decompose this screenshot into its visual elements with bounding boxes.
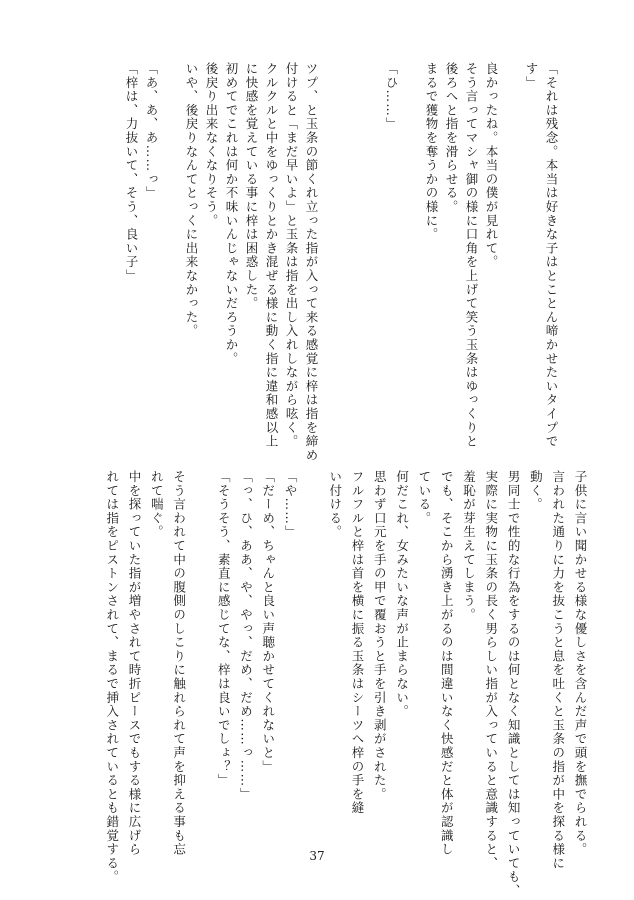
- text-column: 後戻り出来なくなりそう。: [204, 62, 219, 228]
- text-column: 「ひ……」: [384, 62, 399, 131]
- text-column: フルフルと梓は首を横に振る玉条はシーツへ梓の手を縫: [350, 470, 365, 815]
- text-column: 何だこれ、女みたいな声が止まらない。: [394, 470, 410, 719]
- text-column: に快感を覚えている事に梓は困惑した。: [244, 62, 259, 311]
- text-column: 子供に言い聞かせる様な優しさを含んだ声で頭を撫でられる。: [573, 470, 588, 857]
- text-column: 言われた通りに力を抜こうと息を吐くと玉条の指が中を探る様に: [550, 470, 566, 871]
- text-column: 羞恥が芽生えてしまう。: [461, 470, 477, 622]
- text-column: 後ろへと指を滑らせる。: [444, 62, 459, 214]
- text-column: い付ける。: [327, 470, 343, 539]
- top-text-block: [119, 62, 559, 463]
- text-column: 良かったね。本当の僕が見れて。: [484, 62, 499, 269]
- text-column: そう言ってマシャ御の様に口角を上げて笑う玉条はゆっくりと: [464, 62, 479, 449]
- text-column: 初めてでこれは何か不味いんじゃないだろうか。: [224, 62, 239, 366]
- text-column: 「や……」: [283, 470, 299, 539]
- text-column: 「あ、あ、あ……っ」: [144, 62, 159, 200]
- text-column: 付けると「まだ早いよ」と玉条は指を出し入れしながら呟く。: [284, 62, 299, 449]
- text-column: 思わず口元を手の甲で覆おうと手を引き剥がされた。: [372, 470, 388, 802]
- text-column: 男同士で性的な行為をするのは何となく知識としては知っていても、: [506, 470, 522, 898]
- text-column: ツプ、と玉条の節くれ立った指が入って来る感覚に梓は指を締め: [304, 62, 319, 463]
- text-column: ている。: [416, 470, 432, 526]
- text-column: でも、そこから湧き上がるのは間違いなく快感だと体が認識し: [439, 470, 455, 857]
- text-column: そう言われて中の腹側のしこりに触れられて声を抑える事も忘: [171, 470, 187, 857]
- text-column: 動く。: [528, 470, 544, 512]
- text-column: 「それは残念。本当は好きな子はとことん啼かせたいタイプで: [544, 62, 559, 449]
- text-column: 「そうそう、素直に感じてな、梓は良いでしょ？」: [216, 470, 232, 788]
- text-column: まるで獲物を奪うかの様に。: [424, 62, 439, 242]
- page-number: 37: [309, 849, 325, 863]
- text-column: れては指をピストンされて、まるで挿入されているとも錯覚する。: [104, 470, 120, 884]
- text-column: 「梓は、力抜いて、そう、良い子」: [124, 62, 139, 283]
- text-column: れて喘ぐ。: [149, 470, 165, 539]
- text-column: クルクルと中をゆっくりとかき混ぜる様に動く指に違和感以上: [264, 62, 279, 449]
- text-column: いや、後戻りなんてとっくに出来なかった。: [184, 62, 199, 338]
- text-column: す」: [524, 62, 539, 90]
- text-column: 「だーめ、ちゃんと良い声聴かせてくれないと」: [260, 470, 276, 774]
- text-column: 中を探っていた指が増やされて時折ピースでもする様に広げら: [127, 470, 142, 857]
- text-column: 「っ、ひ、ああ、や、やっ、だめ、だめ……っ……」: [238, 470, 254, 802]
- text-column: 実際に実物に玉条の長く男らしい指が入っていると意識すると、: [483, 470, 499, 871]
